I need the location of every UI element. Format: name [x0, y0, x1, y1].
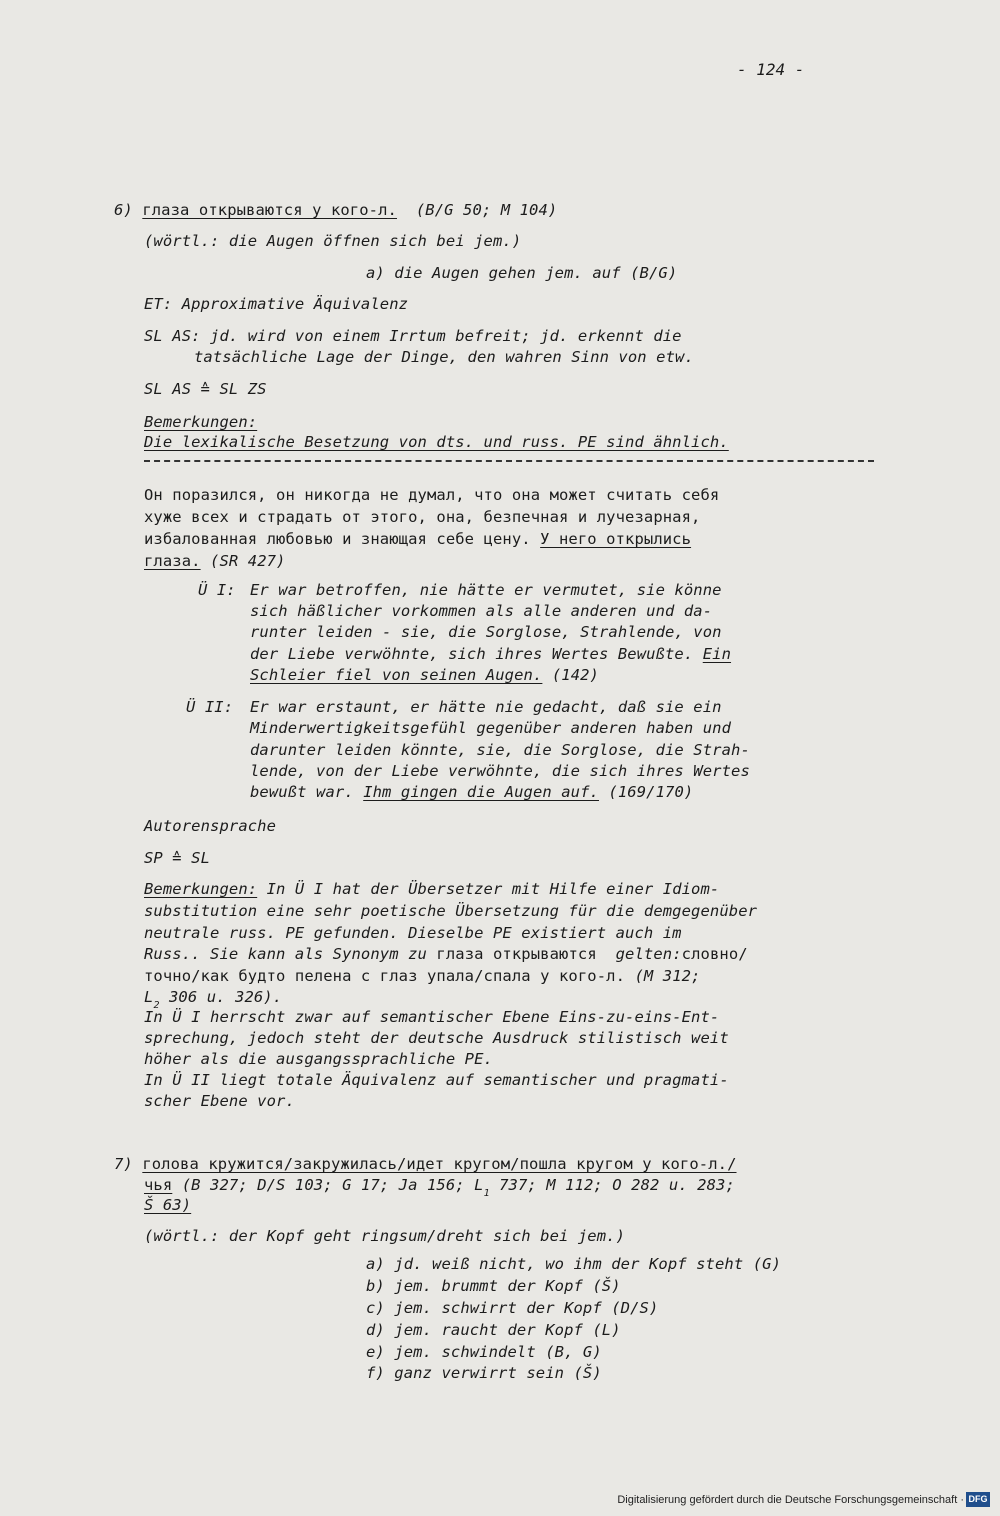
translation-1-line-1: Er war betroffen, nie hätte er vermutet, sie könne	[250, 581, 722, 599]
idiom-russian-cont: чья	[144, 1176, 173, 1194]
entry-number: 7)	[114, 1155, 133, 1173]
translation-1-idiom: Ein	[702, 645, 732, 663]
russian-quote-source: (SR 427)	[210, 552, 286, 570]
literal-translation: (wörtl.: die Augen öffnen sich bei jem.)	[144, 232, 522, 250]
remarks-2-line-2: substitution eine sehr poetische Übersetzung für die demgegenüber	[144, 902, 758, 920]
remarks-2-synonym-start: словно/	[681, 945, 748, 963]
ref-l-subscript: 2	[153, 1000, 160, 1011]
remarks-2-text: In Ü I hat der Übersetzer mit Hilfe einer Idiom-	[266, 880, 720, 898]
translation-1-source: (142)	[551, 666, 599, 684]
equivalent-7e: e) jem. schwindelt (B, G)	[366, 1343, 602, 1361]
russian-quote-line-4	[144, 551, 286, 571]
russian-quote-line-1: Он поразился, он никогда не думал, что она может считать себя	[144, 486, 720, 504]
equivalent-a: a) die Augen gehen jem. auf (B/G)	[366, 264, 678, 282]
dfg-logo-icon: DFG	[966, 1492, 990, 1507]
remarks-2-line-1	[144, 879, 719, 899]
remarks-text: Die lexikalische Besetzung von dts. und russ. PE sind ähnlich.	[144, 433, 729, 451]
remarks-2-line-9: höher als die ausgangssprachliche PE.	[144, 1050, 493, 1068]
remarks-2-line-3: neutrale russ. PE gefunden. Dieselbe PE existiert auch im	[144, 924, 682, 942]
ref-pages: 306 u. 326).	[159, 988, 283, 1006]
translation-2-text: bewußt war.	[250, 783, 354, 801]
equivalent-7d: d) jem. raucht der Kopf (L)	[366, 1321, 621, 1339]
translation-2-line-4: lende, von der Liebe verwöhnte, die sich ihres Wertes	[250, 762, 750, 780]
translation-2-line-1: Er war erstaunt, er hätte nie gedacht, daß sie ein	[250, 698, 722, 716]
translation-2-line-2: Minderwertigkeitsgefühl gegenüber anderen haben und	[250, 719, 732, 737]
russian-quote-line-3	[144, 529, 691, 549]
entry-6-headline	[114, 200, 557, 220]
idiom-references: (B 327; D/S 103; G 17; Ja 156; L	[181, 1176, 484, 1194]
remarks-2-line-7: In Ü I herrscht zwar auf semantischer Ebene Eins-zu-eins-Ent-	[144, 1008, 720, 1026]
russian-quote-idiom: У него открылись	[540, 530, 692, 548]
entry-number: 6)	[114, 201, 133, 219]
translation-2-idiom: Ihm gingen die Augen auf.	[363, 783, 599, 801]
translation-1-line-5	[250, 665, 599, 685]
idiom-references-cont: 737; M 112; O 282 u. 283;	[489, 1176, 735, 1194]
meaning-relation: SL AS ≙ SL ZS	[144, 380, 267, 398]
remarks-2-label: Bemerkungen:	[144, 880, 258, 898]
literal-translation-7: (wörtl.: der Kopf geht ringsum/dreht sich bei jem.)	[144, 1227, 626, 1245]
style-relation: SP ≙ SL	[144, 849, 211, 867]
equivalent-7b: b) jem. brummt der Kopf (Š)	[366, 1277, 621, 1295]
translation-2-source: (169/170)	[608, 783, 694, 801]
remarks-2-line-11: scher Ebene vor.	[144, 1092, 295, 1110]
idiom-references: (B/G 50; M 104)	[415, 201, 558, 219]
remarks-2-line-8: sprechung, jedoch steht der deutsche Ausdruck stilistisch weit	[144, 1029, 729, 1047]
translation-1-label: Ü I:	[198, 581, 236, 599]
meaning-line-2: tatsächliche Lage der Dinge, den wahren Sinn von etw.	[194, 348, 694, 366]
translation-2-line-5	[250, 782, 693, 802]
entry-7-headline-2	[144, 1175, 735, 1204]
translation-1-line-3: runter leiden - sie, die Sorglose, Strahlende, von	[250, 623, 722, 641]
equivalent-7f: f) ganz verwirrt sein (Š)	[366, 1364, 602, 1382]
remarks-2-line-4	[144, 944, 748, 964]
translation-1-line-4	[250, 644, 731, 664]
meaning-line-1: SL AS: jd. wird von einem Irrtum befreit; jd. erkennt die	[144, 327, 682, 345]
russian-quote-idiom-end: глаза.	[144, 552, 201, 570]
russian-quote-line-2: хуже всех и страдать от этого, она, безпечная и лучезарная,	[144, 508, 701, 526]
remarks-2-ref: (M 312;	[634, 967, 701, 985]
ref-l: L	[144, 988, 154, 1006]
translation-2-label: Ü II:	[186, 698, 234, 716]
author-language: Autorensprache	[144, 817, 277, 835]
translation-2-line-3: darunter leiden könnte, sie, die Sorglose, die Strah-	[250, 741, 750, 759]
entry-7-refs-end: Š 63)	[144, 1196, 192, 1214]
equivalent-7a: a) jd. weiß nicht, wo ihm der Kopf steht (G)	[366, 1255, 781, 1273]
remarks-2-line-5	[144, 966, 701, 986]
idiom-russian: голова кружится/закружилась/идет кругом/пошла кругом у кого-л./	[142, 1155, 737, 1173]
remarks-2-line-10: In Ü II liegt totale Äquivalenz auf semantischer und pragmati-	[144, 1071, 729, 1089]
translation-1-text: der Liebe verwöhnte, sich ihres Wertes Bewußte.	[250, 645, 694, 663]
digitization-credit: Digitalisierung gefördert durch die Deutsche Forschungsgemeinschaft ·	[617, 1494, 964, 1506]
translation-1-idiom-end: Schleier fiel von seinen Augen.	[250, 666, 543, 684]
translation-1-line-2: sich häßlicher vorkommen als alle anderen und da-	[250, 602, 713, 620]
idiom-russian: глаза открываются у кого-л.	[142, 201, 397, 219]
russian-quote-text: избалованная любовью и знающая себе цену.	[144, 530, 531, 548]
remarks-2-idiom: глаза открываются	[436, 945, 597, 963]
remarks-2-text-b: gelten:	[615, 945, 682, 963]
dashed-separator	[144, 460, 874, 462]
remarks-2-synonym: точно/как будто пелена с глаз упала/спала у кого-л.	[144, 967, 626, 985]
ref-subscript: 1	[483, 1188, 490, 1199]
remarks-label: Bemerkungen:	[144, 413, 258, 431]
remarks-2-text-a: Russ.. Sie kann als Synonym zu	[144, 945, 427, 963]
page-number: - 124 -	[737, 60, 805, 79]
entry-7-headline	[114, 1154, 737, 1174]
equivalence-type: ET: Approximative Äquivalenz	[144, 295, 409, 313]
equivalent-7c: c) jem. schwirrt der Kopf (D/S)	[366, 1299, 659, 1317]
